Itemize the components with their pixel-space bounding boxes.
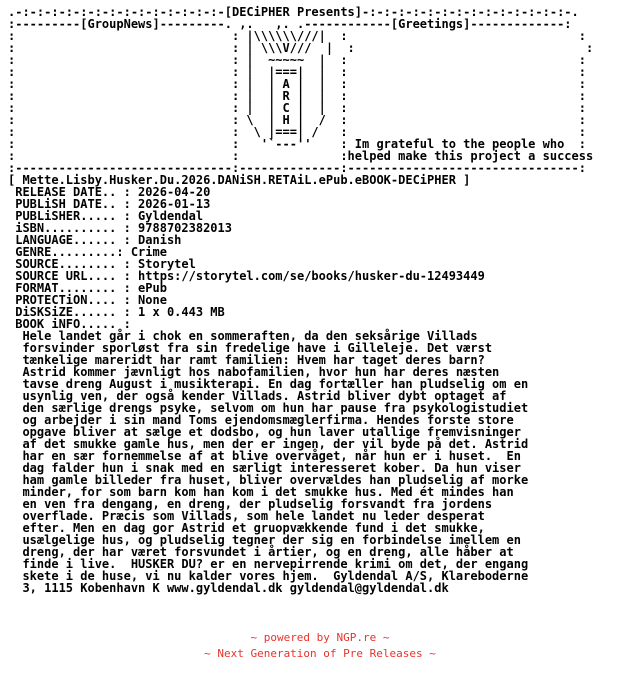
info-isbn: iSBN.......... : 9788702382013 [8, 221, 232, 235]
info-protection: PROTECTiON.... : None [8, 293, 167, 307]
info-language: LANGUAGE...... : Danish [8, 233, 182, 247]
info-release-date: RELEASE DATE.. : 2026-04-20 [8, 185, 211, 199]
info-source: SOURCE........ : Storytel [8, 257, 196, 271]
footer-tagline: ~ Next Generation of Pre Releases ~ [204, 647, 436, 660]
header-art: .-:-:-:-:-:-:-:-:-:-:-:-:-:-:-[DECiPHER Presents]-:-:-:-:-:-:-:-:-:-:-:-:-:-:-. :---------[GroupNews]---------. ,. ,. .------------[Greetings]-------------: : : |\\\\\\///| : : : : | \\\V/// | : : : : | ~~~~~ | : : : : | |===| | : : : : | | A | | : : : : | | R | | : : : : | | C | | : : : : \ | H | / : : : : \ |===| / : : : : '`---'' : Im grateful to the people who : : : :helped make this project a success :------------------------------:--------------:--------------------------------: [8, 5, 594, 175]
footer-powered-by: ~ powered by NGP.re ~ [250, 631, 390, 644]
release-title: [ Mette.Lisby.Husker.Du.2026.DANiSH.RETAiL.ePub.eBOOK-DECiPHER ] [8, 173, 471, 187]
info-disksize: DiSKSiZE...... : 1 x 0.443 MB [8, 305, 225, 319]
nfo-text [8, 6, 593, 594]
info-publisher: PUBLiSHER..... : Gyldendal [8, 209, 204, 223]
book-description: Hele landet går i chok en sommeraften, da den seksårige Villads forsvinder sporløst fra sin fredelige have i Gilleleje. Det værst tænkelige mareridt har ramt familien: Hvem har taget deres barn? Astrid kommer jævnligt hos nabofamilien, hvor hun har deres næsten tavse dreng August i musikterapi. En dag fortæller han pludselig om en usynlig ven, der også kender Villads. Astrid bliver dybt optaget af den særlige drengs psyke, selvom om hun har pause fra psykologistudiet og arbejder i sin mand Toms ejendomsmæglerfirma. Hendes forste store opgave bliver at sælge et dodsbo, og hun laver utallige fremvisninger af det smukke gamle hus, men der er ingen, der vil byde på det. Astrid har en sær fornemmelse af at blive overvåget, når hun er i huset. En dag falder hun i snak med en særligt interesseret kober. Da hun viser ham gamle billeder fra huset, bliver overvældes han pludselig af morke minder, for som barn kom han kom i det smukke hus. Med ét mindes han en ven fra dengang, en dreng, der pludselig forsvandt fra jordens overflade. Præcis som Villads, som hele landet nu leder desperat efter. Men en dag gor Astrid et gruopvækkende fund i det smukke, usælgelige hus, og pludselig tegner der sig en forbindelse imellem en dreng, der har været forsvundet i årtier, og en dreng, alle håber at finde i live. HUSKER DU? er en nervepirrende krimi om det, der engang skete i de huse, vi nu kalder vores hjem. Gyldendal A/S, Klareboderne 3, 1115 Kobenhavn K www.gyldendal.dk gyldendal@gyldendal.dk [22, 329, 529, 595]
info-book-info: BOOK iNFO..... : [8, 317, 131, 331]
info-format: FORMAT........ : ePub [8, 281, 167, 295]
info-publish-date: PUBLiSH DATE.. : 2026-01-13 [8, 197, 211, 211]
info-source-url: SOURCE URL.... : https://storytel.com/se/books/husker-du-12493449 [8, 269, 485, 283]
info-genre: GENRE.........: Crime [8, 245, 167, 259]
